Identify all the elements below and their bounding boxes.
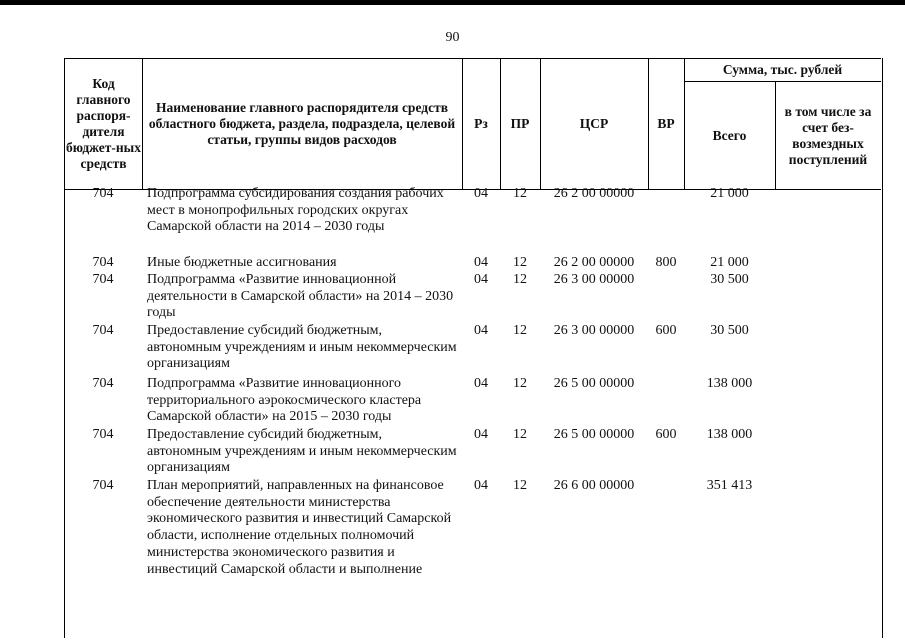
row-pr: 12 [513,186,527,201]
row-kod: 704 [92,186,114,201]
row-kod: 704 [92,255,114,270]
header-kod: Код главного распоря-дителя бюджет-ных средств [66,76,141,171]
row-name: Подпрограмма «Развитие инновационного территориального аэрокосмического кластера Самарской области» на 2015 – 2030 годы [147,376,422,425]
row-rz: 04 [474,376,488,391]
row-csr: 26 3 00 00000 [553,272,635,287]
row-vsego: 138 000 [706,376,753,391]
row-name: Подпрограмма субсидирования создания рабочих мест в монопрофильных городских округах Самарской области на 2014 – 2030 годы [147,186,444,235]
row-kod: 704 [92,427,114,442]
row-kod: 704 [92,323,114,338]
row-csr: 26 2 00 00000 [553,255,635,270]
row-pr: 12 [513,323,527,338]
row-rz: 04 [474,323,488,338]
row-csr: 26 5 00 00000 [553,427,635,442]
row-vsego: 21 000 [710,186,749,201]
row-csr: 26 5 00 00000 [553,376,635,391]
header-bezvozmezd: в том числе за счет без-возмездных поступлений [784,103,872,167]
col-divider [775,81,776,190]
row-vsego: 351 413 [706,478,753,493]
header-csr: ЦСР [579,116,609,131]
row-name: Иные бюджетные ассигнования [147,255,337,270]
row-vr: 600 [655,427,677,442]
row-csr: 26 6 00 00000 [553,478,635,493]
row-rz: 04 [474,427,488,442]
row-kod: 704 [92,272,114,287]
row-name: Подпрограмма «Развитие инновационной деятельности в Самарской области» на 2014 – 2030 годы [147,272,454,321]
row-pr: 12 [513,272,527,287]
col-divider [142,58,143,190]
row-csr: 26 3 00 00000 [553,323,635,338]
row-rz: 04 [474,272,488,287]
row-pr: 12 [513,427,527,442]
scan-border [0,0,905,5]
header-vr: ВР [657,116,675,131]
row-pr: 12 [513,478,527,493]
header-rz: Рз [474,116,488,131]
row-name: План мероприятий, направленных на финансовое обеспечение деятельности министерства экономического развития и инвестиций Самарской области, исполнение отдельных полномочий министерства экономического развития и инвестиций Самарской области и выполнение [147,478,452,577]
row-pr: 12 [513,376,527,391]
header-summa: Сумма, тыс. рублей [722,61,843,77]
row-vsego: 30 500 [710,272,749,287]
row-vr: 800 [655,255,677,270]
row-name: Предоставление субсидий бюджетным, автономным учреждениям и иным некоммерческим организациям [147,323,457,372]
row-rz: 04 [474,255,488,270]
row-rz: 04 [474,478,488,493]
row-vsego: 21 000 [710,255,749,270]
page-number: 90 [445,30,460,45]
table-header [64,58,881,190]
row-csr: 26 2 00 00000 [553,186,635,201]
row-name: Предоставление субсидий бюджетным, автономным учреждениям и иным некоммерческим организациям [147,427,457,476]
header-pr: ПР [510,116,530,131]
row-kod: 704 [92,478,114,493]
row-kod: 704 [92,376,114,391]
row-vsego: 30 500 [710,323,749,338]
header-vsego: Всего [712,127,747,143]
row-rz: 04 [474,186,488,201]
row-vsego: 138 000 [706,427,753,442]
header-name: Наименование главного распорядителя средств областного бюджета, раздела, подраздела, целевой статьи, группы видов расходов [148,100,456,147]
row-vr: 600 [655,323,677,338]
row-pr: 12 [513,255,527,270]
